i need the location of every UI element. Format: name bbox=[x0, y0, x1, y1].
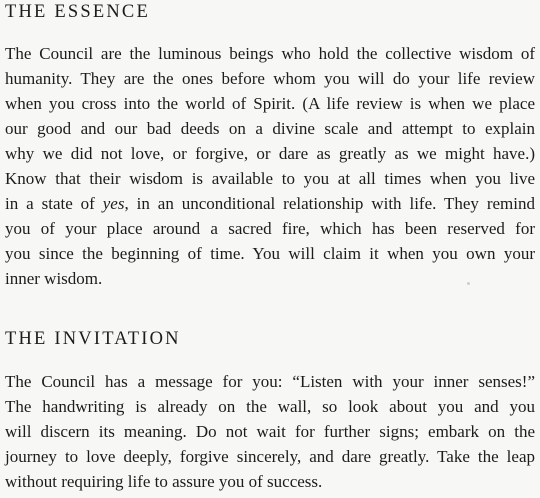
text-line: humanity. They are the ones before whom you will do your life review bbox=[5, 69, 535, 88]
text-line: you since the beginning of time. You will claim it when you own your bbox=[5, 244, 535, 263]
invitation-paragraph bbox=[5, 369, 535, 494]
italic-word: yes bbox=[102, 194, 125, 213]
text-line: inner wisdom. bbox=[5, 269, 103, 288]
text-line: Know that their wisdom is available to you at all times when you live bbox=[5, 169, 535, 188]
text-line: when you cross into the world of Spirit. (A life review is when we place bbox=[5, 94, 535, 113]
text-line: why we did not love, or forgive, or dare as greatly as we might have.) bbox=[5, 144, 535, 163]
text-line: you of your place around a sacred fire, which has been reserved for bbox=[5, 219, 535, 238]
section-heading-essence: THE ESSENCE bbox=[5, 2, 150, 22]
text-line: without requiring life to assure you of success. bbox=[5, 472, 323, 491]
text-line: our good and our bad deeds on a divine scale and attempt to explain bbox=[5, 119, 535, 138]
text-line: The handwriting is already on the wall, so look about you and you bbox=[5, 397, 535, 416]
text-line: The Council are the luminous beings who hold the collective wisdom of bbox=[5, 44, 535, 63]
text-line: The Council has a message for you: “Listen with your inner senses!” bbox=[5, 372, 535, 391]
text-fragment: in a state of bbox=[5, 194, 103, 213]
text-line bbox=[5, 191, 535, 216]
paper-speck bbox=[467, 282, 470, 285]
text-fragment: , in an unconditional relationship with life. They remind bbox=[124, 194, 535, 213]
essence-paragraph bbox=[5, 41, 535, 291]
text-line: will discern its meaning. Do not wait for further signs; embark on the bbox=[5, 422, 535, 441]
section-heading-invitation: THE INVITATION bbox=[5, 329, 181, 349]
text-line: journey to love deeply, forgive sincerely, and dare greatly. Take the leap bbox=[5, 447, 535, 466]
